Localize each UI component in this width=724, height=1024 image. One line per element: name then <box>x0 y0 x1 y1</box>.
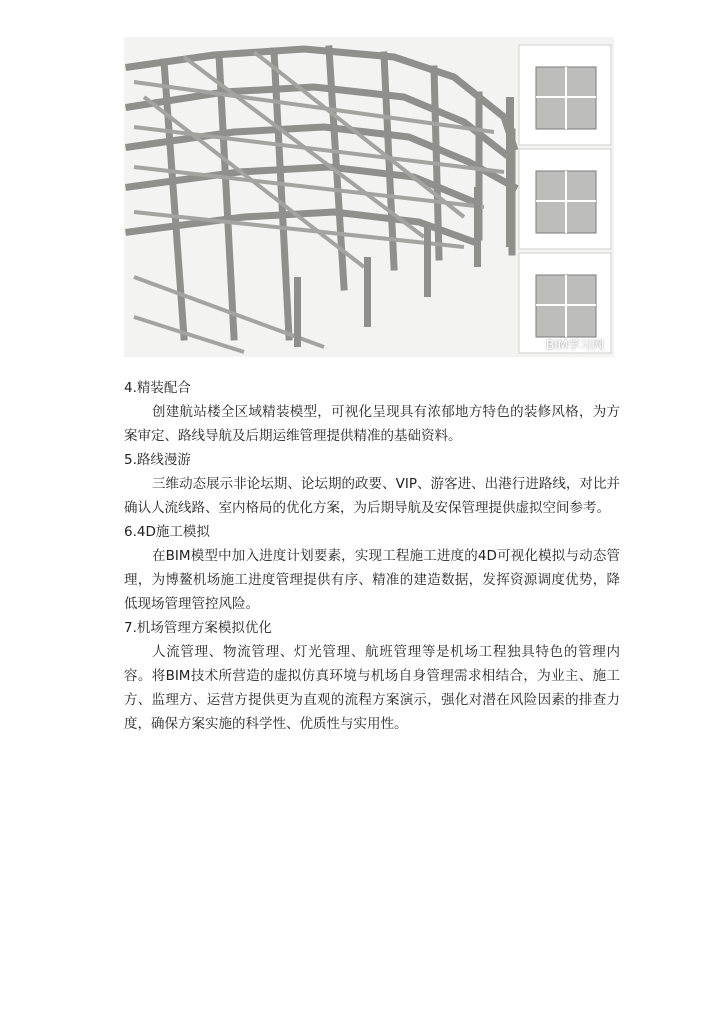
bim-structure-figure <box>124 37 614 357</box>
section-heading: 7.机场管理方案模拟优化 <box>124 620 272 636</box>
section-fit-out <box>124 376 620 448</box>
section-route-roaming <box>124 448 620 520</box>
drawing-sheets <box>519 45 611 353</box>
document-body <box>124 376 620 736</box>
wechat-icon <box>528 340 542 350</box>
section-heading: 4.精装配合 <box>124 380 191 396</box>
structure-model-illustration <box>124 37 614 357</box>
section-heading: 5.路线漫游 <box>124 452 191 468</box>
section-paragraph: 人流管理、物流管理、灯光管理、航班管理等是机场工程独具特色的管理内容。将BIM技术所营造的虚拟仿真环境与机场自身管理需求相结合，为业主、施工方、监理方、运营方提供更为直观的流程方案演示，强化对潜在风险因素的排查力度，确保方案实施的科学性、优质性与实用性。 <box>124 644 620 732</box>
section-paragraph: 在BIM模型中加入进度计划要素，实现工程施工进度的4D可视化模拟与动态管理，为博鳌机场施工进度管理提供有序、精准的建造数据，发挥资源调度优势，降低现场管理管控风险。 <box>124 548 620 612</box>
section-4d-simulation <box>124 520 620 616</box>
watermark <box>528 336 604 353</box>
watermark-text: BIM学习网 <box>545 338 604 352</box>
section-paragraph: 创建航站楼全区域精装模型，可视化呈现具有浓郁地方特色的装修风格，为方案审定、路线导航及后期运维管理提供精准的基础资料。 <box>124 404 620 444</box>
section-management-optimization <box>124 616 620 736</box>
section-heading: 6.4D施工模拟 <box>124 524 210 540</box>
section-paragraph: 三维动态展示非论坛期、论坛期的政要、VIP、游客进、出港行进路线，对比并确认人流线路、室内格局的优化方案，为后期导航及安保管理提供虚拟空间参考。 <box>124 476 620 516</box>
